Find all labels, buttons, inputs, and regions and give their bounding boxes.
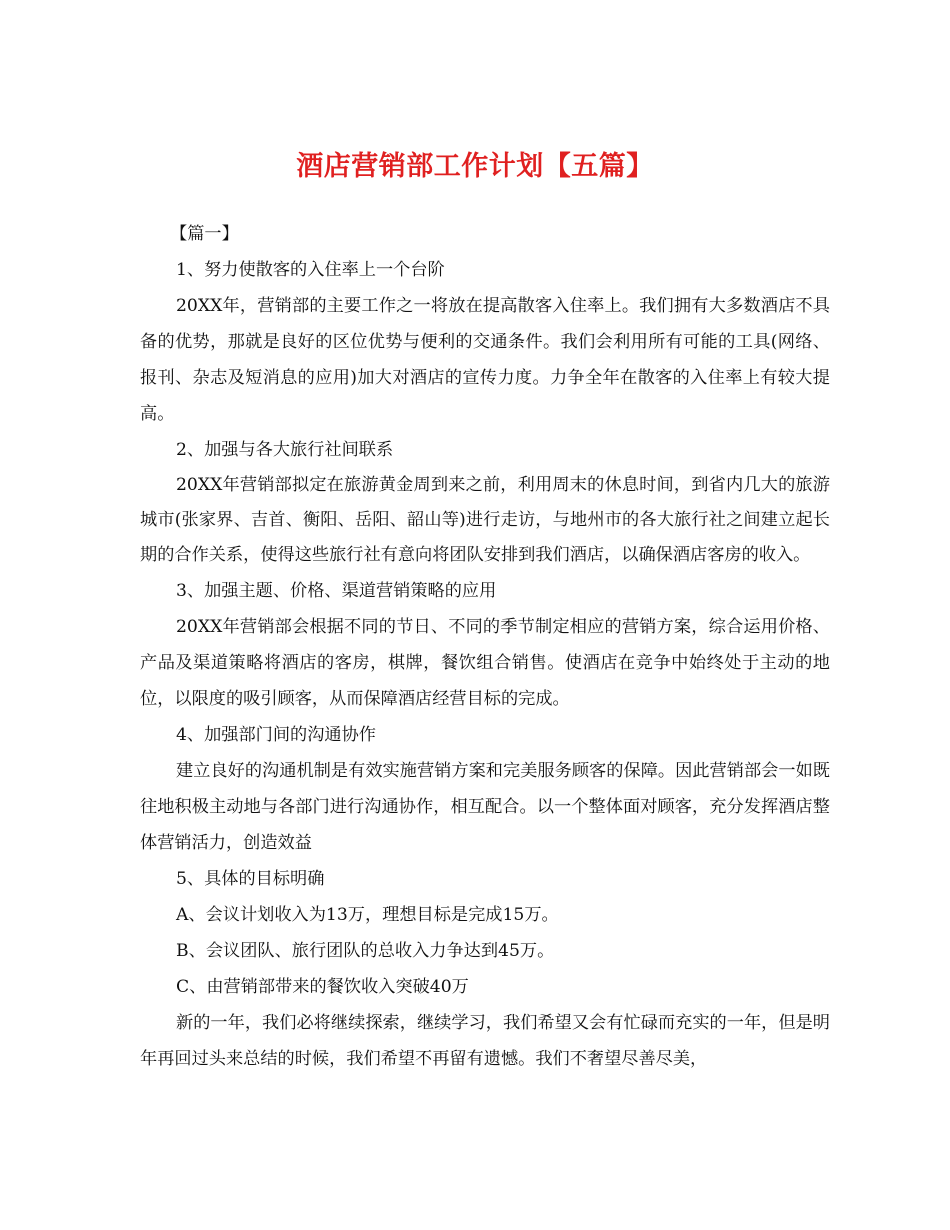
- document-title: 酒店营销部工作计划【五篇】: [296, 151, 654, 182]
- document-body: [140, 216, 830, 1077]
- target-item-c: C、由营销部带来的餐饮收入突破40万: [176, 977, 469, 997]
- paragraph-5: 新的一年，我们必将继续探索，继续学习，我们希望又会有忙碌而充实的一年，但是明年再回过头来总结的时候，我们希望不再留有遗憾。我们不奢望尽善尽美，: [140, 1013, 830, 1069]
- section-heading: 【篇一】: [170, 224, 239, 244]
- paragraph-3: 20XX年营销部会根据不同的节日、不同的季节制定相应的营销方案，综合运用价格、产品及渠道策略将酒店的客房，棋牌，餐饮组合销售。使酒店在竞争中始终处于主动的地位，以限度的吸引顾客，从而保障酒店经营目标的完成。: [140, 617, 830, 709]
- paragraph-4: 建立良好的沟通机制是有效实施营销方案和完美服务顾客的保障。因此营销部会一如既往地积极主动地与各部门进行沟通协作，相互配合。以一个整体面对顾客，充分发挥酒店整体营销活力，创造效益: [140, 761, 830, 853]
- item-heading-5: 5、具体的目标明确: [176, 869, 325, 889]
- item-heading-1: 1、努力使散客的入住率上一个台阶: [176, 260, 445, 280]
- item-heading-4: 4、加强部门间的沟通协作: [176, 725, 376, 745]
- target-item-b: B、会议团队、旅行团队的总收入力争达到45万。: [176, 941, 555, 961]
- paragraph-1: 20XX年，营销部的主要工作之一将放在提高散客入住率上。我们拥有大多数酒店不具备的优势，那就是良好的区位优势与便利的交通条件。我们会利用所有可能的工具(网络、报刊、杂志及短消息的应用)加大对酒店的宣传力度。力争全年在散客的入住率上有较大提高。: [140, 296, 830, 424]
- item-heading-2: 2、加强与各大旅行社间联系: [176, 440, 394, 460]
- target-item-a: A、会议计划收入为13万，理想目标是完成15万。: [176, 905, 559, 925]
- item-heading-3: 3、加强主题、价格、渠道营销策略的应用: [176, 581, 497, 601]
- paragraph-2: 20XX年营销部拟定在旅游黄金周到来之前，利用周末的休息时间，到省内几大的旅游城市(张家界、吉首、衡阳、岳阳、韶山等)进行走访，与地州市的各大旅行社之间建立起长期的合作关系，使得这些旅行社有意向将团队安排到我们酒店，以确保酒店客房的收入。: [140, 475, 830, 565]
